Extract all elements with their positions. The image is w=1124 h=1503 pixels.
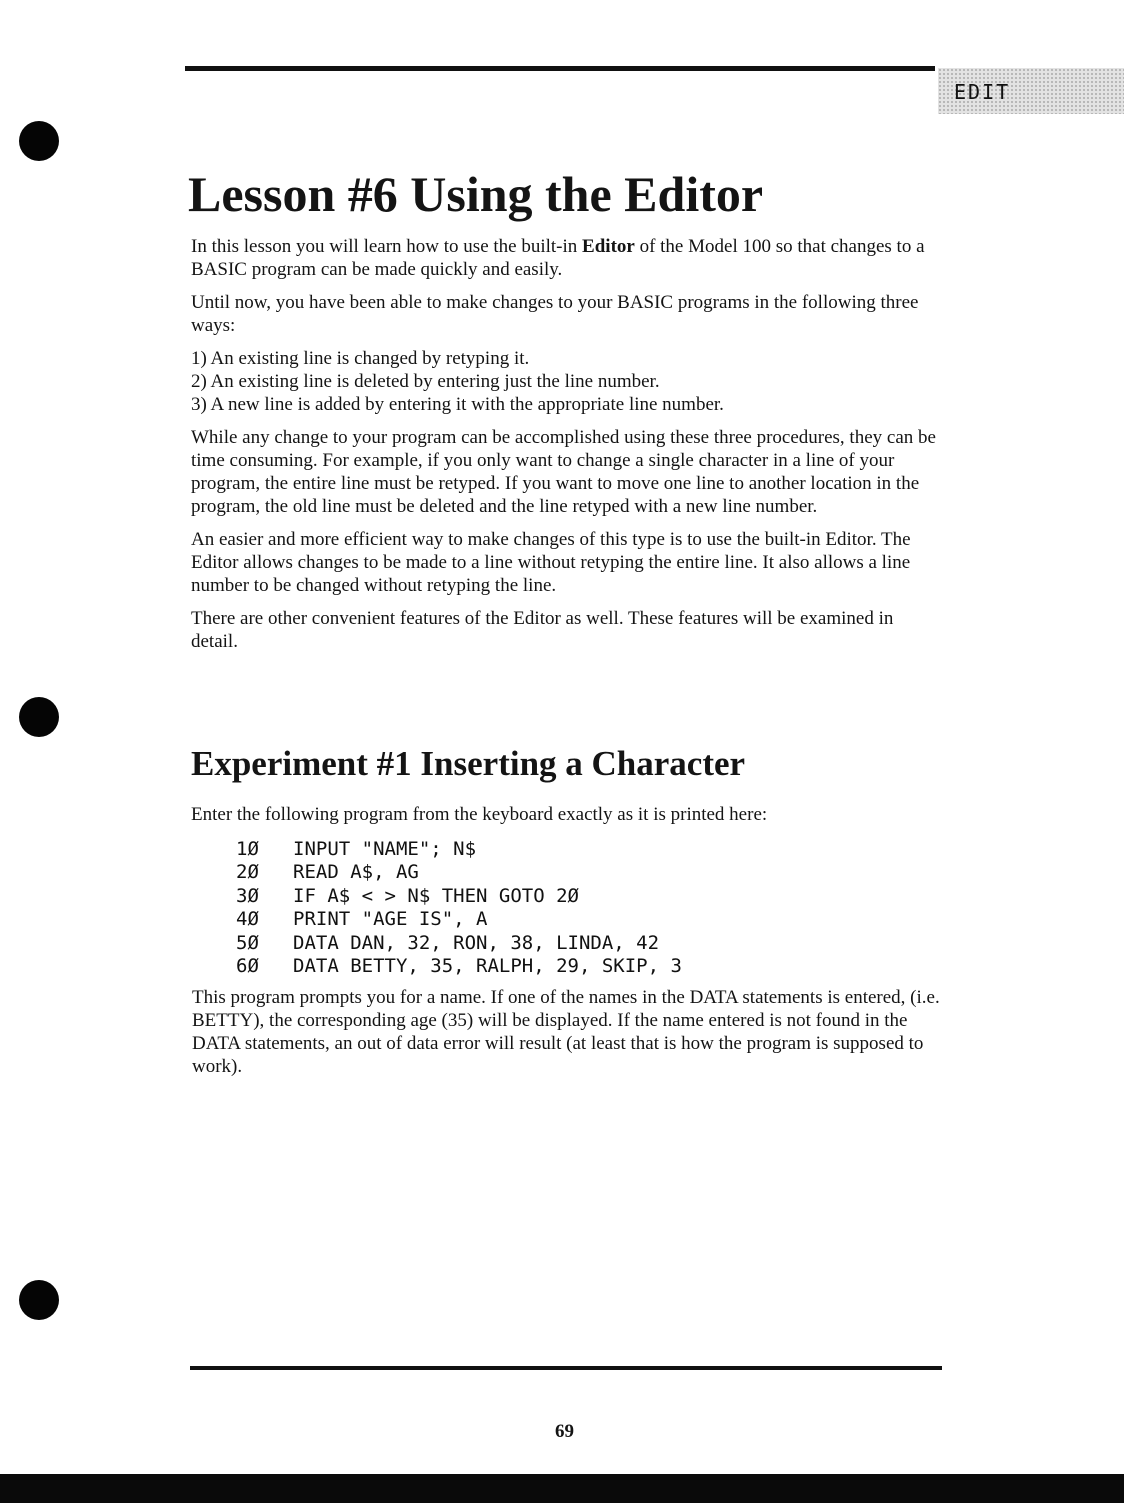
experiment-instruction: Enter the following program from the keyboard exactly as it is printed here: xyxy=(191,804,768,825)
code-line xyxy=(236,861,682,884)
header-rule xyxy=(185,66,935,71)
code-line xyxy=(236,932,682,955)
program-explanation: This program prompts you for a name. If one of the names in the DATA statements is entered, (i.e. BETTY), the corresponding age (35) will be displayed. If the name entered is not found in the DATA statements, an out of data error will result (at least that is how the program is supposed to work). xyxy=(192,987,940,1077)
page-number: 69 xyxy=(555,1421,574,1442)
intro-editor-term: Editor xyxy=(582,236,635,257)
section-tab-label: EDIT xyxy=(954,80,1011,104)
change-methods-list xyxy=(191,347,941,416)
code-line xyxy=(236,838,682,861)
list-item: 2) An existing line is deleted by entering just the line number. xyxy=(191,371,660,392)
code-line-text: READ A$, AG xyxy=(293,861,419,884)
code-line xyxy=(236,908,682,931)
code-line xyxy=(236,955,682,978)
features-paragraph: There are other convenient features of the Editor as well. These features will be examined in detail. xyxy=(191,608,894,652)
code-line-text: DATA DAN, 32, RON, 38, LINDA, 42 xyxy=(293,931,660,954)
code-line xyxy=(236,885,682,908)
intro-text-end: of the Model 100 so that changes to a BASIC program can be made quickly and easily. xyxy=(191,236,925,280)
lesson-title: Lesson #6 Using the Editor xyxy=(188,166,764,222)
code-line-number: 2Ø xyxy=(236,861,259,884)
code-line-number: 5Ø xyxy=(236,931,259,954)
intro-text-start: In this lesson you will learn how to use the built-in xyxy=(191,236,583,257)
binder-hole-top xyxy=(19,121,59,161)
code-line-number: 3Ø xyxy=(236,884,259,907)
basic-program-listing xyxy=(236,838,682,978)
code-line-number: 6Ø xyxy=(236,955,259,978)
code-line-text: IF A$ < > N$ THEN GOTO 2Ø xyxy=(293,884,579,907)
binder-hole-bottom xyxy=(19,1280,59,1320)
code-line-text: DATA BETTY, 35, RALPH, 29, SKIP, 3 xyxy=(293,955,682,978)
procedures-paragraph: While any change to your program can be accomplished using these three procedures, they can be time consuming. For example, if you only want to change a single character in a line of your program, the entire line must be retyped. If you want to move one line to another location in the program, the old line must be deleted and the line retyped with a new line number. xyxy=(191,427,936,517)
scan-edge-band xyxy=(0,1474,1124,1503)
experiment-title: Experiment #1 Inserting a Character xyxy=(191,744,746,783)
code-line-text: PRINT "AGE IS", A xyxy=(293,908,488,931)
list-item: 1) An existing line is changed by retyping it. xyxy=(191,348,530,369)
lesson-body xyxy=(191,235,941,663)
list-item: 3) A new line is added by entering it with the appropriate line number. xyxy=(191,394,724,415)
code-line-text: INPUT "NAME"; N$ xyxy=(293,838,477,860)
code-line-number: 1Ø xyxy=(236,838,259,860)
editor-benefits-paragraph: An easier and more efficient way to make changes of this type is to use the built-in Editor. The Editor allows changes to be made to a line without retyping the entire line. It also allows a line number to be changed without retyping the line. xyxy=(191,529,911,596)
intro-paragraph xyxy=(191,235,941,281)
until-now-paragraph: Until now, you have been able to make changes to your BASIC programs in the following three ways: xyxy=(191,292,919,336)
code-line-number: 4Ø xyxy=(236,908,259,931)
footer-rule xyxy=(190,1366,942,1370)
binder-hole-middle xyxy=(19,697,59,737)
